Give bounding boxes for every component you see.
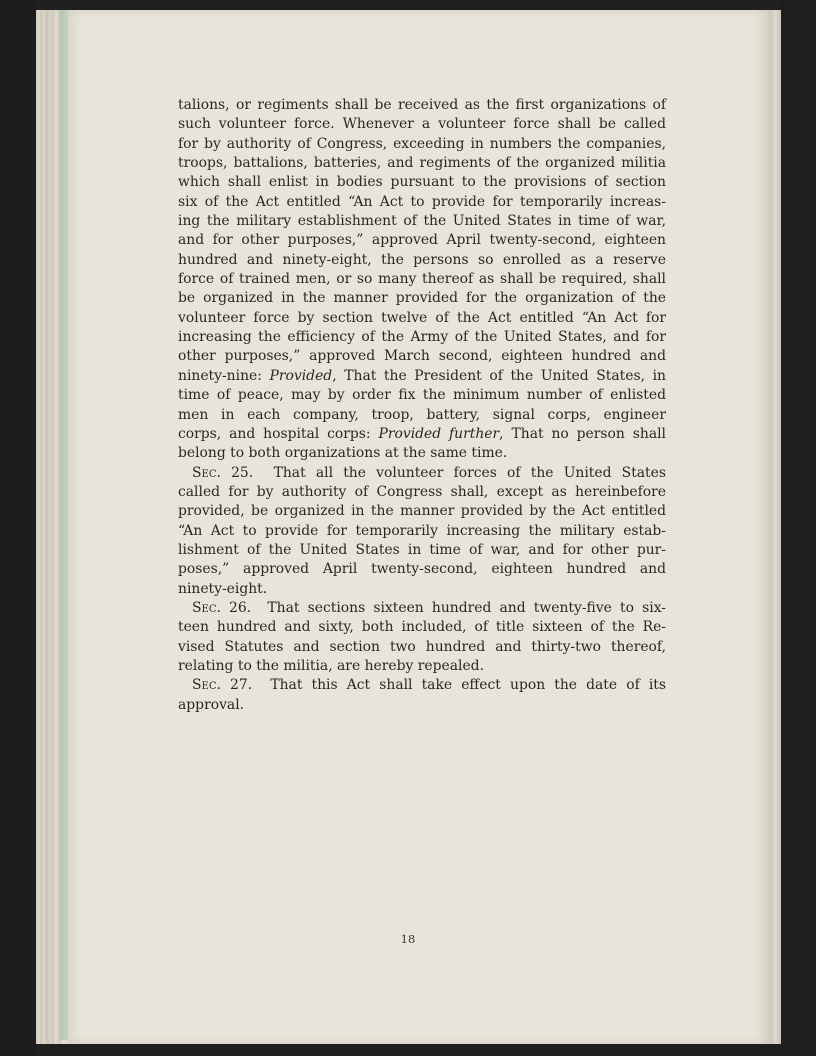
text-line: lishment of the United States in time of war, and for other pur- — [178, 541, 666, 558]
text-line: ninety-nine: Provided, That the President of the United States, in — [178, 367, 666, 384]
text-line: which shall enlist in bodies pursuant to the provisions of section — [178, 174, 666, 191]
text-line: such volunteer force. Whenever a volunteer force shall be called — [178, 116, 666, 133]
section-27-line — [178, 676, 666, 695]
text-line: That all the volunteer forces of the United States — [273, 464, 666, 481]
text-line: time of peace, may by order fix the minimum number of enlisted — [178, 387, 666, 404]
text-line: approval. — [178, 696, 245, 713]
text-line: belong to both organizations at the same time. — [178, 445, 508, 462]
italic-proviso: Provided — [269, 367, 333, 384]
text-line: That sections sixteen hundred and twenty-five to six- — [267, 599, 666, 616]
section-26-line — [178, 599, 666, 618]
text-line: relating to the militia, are hereby repealed. — [178, 657, 484, 674]
section-label: Sec. 27. — [192, 677, 253, 694]
page-edges-right — [767, 10, 781, 1044]
section-label: Sec. 25. — [192, 464, 254, 481]
bottom-border — [36, 1044, 781, 1056]
text-line: troops, battalions, batteries, and regiments of the organized militia — [178, 155, 666, 172]
text-line: called for by authority of Congress shall, except as hereinbefore — [178, 483, 666, 500]
text-line: ing the military establishment of the United States in time of war, — [178, 213, 666, 230]
text-line: vised Statutes and section two hundred and thirty-two thereof, — [178, 638, 666, 655]
left-background — [0, 0, 36, 1056]
text-line: teen hundred and sixty, both included, of title sixteen of the Re- — [178, 619, 666, 636]
text-line: That this Act shall take effect upon the date of its — [270, 677, 666, 694]
text-line: for by authority of Congress, exceeding in numbers the companies, — [178, 135, 666, 152]
page-number: 18 — [400, 932, 416, 946]
text-line: corps, and hospital corps: Provided further, That no person shall — [178, 425, 666, 442]
text-line: “An Act to provide for temporarily increasing the military estab- — [178, 522, 666, 539]
text-line: be organized in the manner provided for the organization of the — [178, 290, 666, 307]
text-line: volunteer force by section twelve of the Act entitled “An Act for — [178, 309, 666, 326]
italic-proviso: Provided further — [378, 425, 500, 442]
text-line: ninety-eight. — [178, 580, 268, 597]
text-line: six of the Act entitled “An Act to provide for temporarily increas- — [178, 193, 666, 210]
text-line: and for other purposes,” approved April twenty-second, eighteen — [178, 232, 666, 249]
section-label: Sec. 26. — [192, 599, 252, 616]
text-line: poses,” approved April twenty-second, eighteen hundred and — [178, 561, 666, 578]
text-line: men in each company, troop, battery, signal corps, engineer — [178, 406, 666, 423]
right-background — [781, 0, 816, 1056]
text-line: force of trained men, or so many thereof as shall be required, shall — [178, 271, 666, 288]
text-line: hundred and ninety-eight, the persons so enrolled as a reserve — [178, 251, 666, 268]
text-line: increasing the efficiency of the Army of the United States, and for — [178, 329, 666, 346]
top-border — [0, 0, 816, 10]
body-text — [178, 96, 666, 715]
section-25-line — [178, 464, 666, 483]
text-line: talions, or regiments shall be received as the first organizations of — [178, 97, 666, 113]
page-edge-tint — [60, 10, 68, 1040]
text-line: provided, be organized in the manner provided by the Act entitled — [178, 503, 666, 520]
text-line: other purposes,” approved March second, eighteen hundred and — [178, 348, 666, 365]
